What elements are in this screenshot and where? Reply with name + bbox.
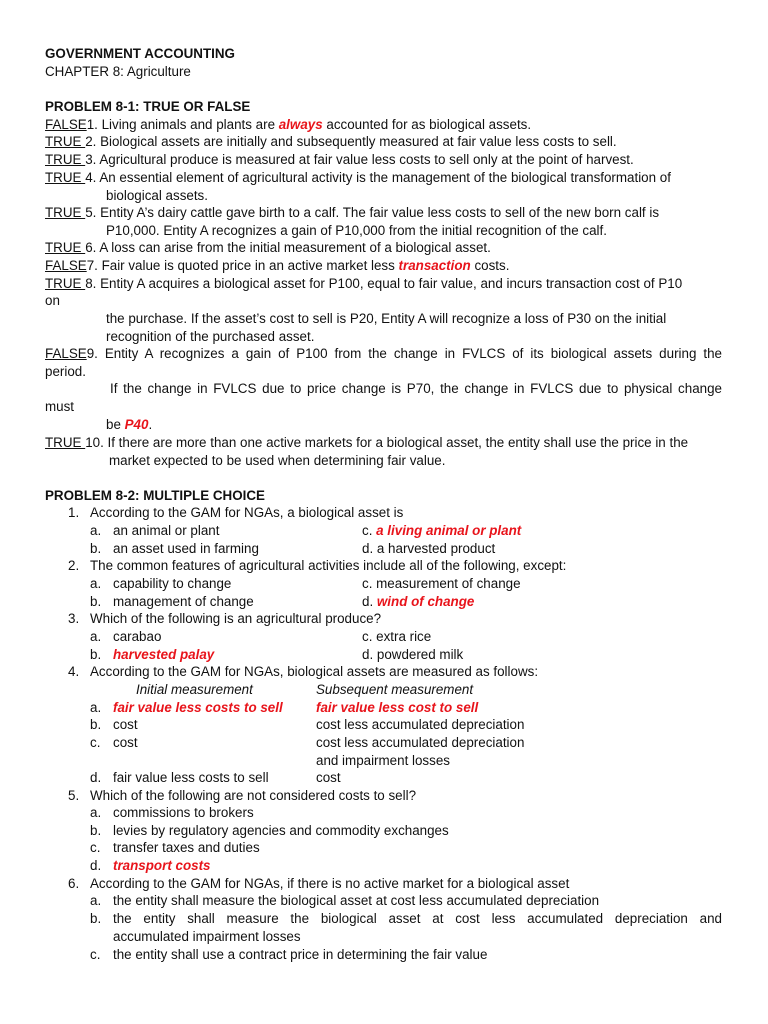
q1-option-d: d. a harvested product (362, 541, 496, 556)
q5-option-c: transfer taxes and duties (113, 840, 260, 855)
statement: 7. Fair value is quoted price in an active market less (86, 258, 399, 273)
option-label: c. (90, 840, 101, 855)
q4-option-b-initial: cost (113, 717, 138, 732)
q1-option-c (362, 522, 521, 539)
q1-option-a: an animal or plant (113, 523, 220, 538)
q5-option-b: levies by regulatory agencies and commodity exchanges (113, 823, 449, 838)
statement: be (106, 417, 125, 432)
option-label: c. (90, 735, 101, 750)
q6-option-b-cont: accumulated impairment losses (113, 929, 301, 944)
statement: 6. A loss can arise from the initial measurement of a biological asset. (85, 240, 491, 255)
tf-item-8-cont2: recognition of the purchased asset. (106, 329, 315, 344)
tf-item-9-cont: If the change in FVLCS due to price change is P70, the change in FVLCS due to physical change (110, 381, 722, 396)
question-4: According to the GAM for NGAs, biological assets are measured as follows: (90, 664, 539, 679)
option-label: a. (90, 576, 102, 591)
q3-option-c: c. extra rice (362, 629, 432, 644)
emphasis: always (278, 117, 323, 132)
statement-end: . (148, 417, 153, 432)
statement: 3. Agricultural produce is measured at fair value less costs to sell only at the point of harvest. (85, 152, 634, 167)
q4-option-d-initial: fair value less costs to sell (113, 770, 269, 785)
question-number: 4. (68, 664, 80, 679)
question-number: 2. (68, 558, 80, 573)
q6-option-a: the entity shall measure the biological asset at cost less accumulated depreciation (113, 893, 600, 908)
tf-item-10-cont: market expected to be used when determining fair value. (109, 453, 446, 468)
question-1: According to the GAM for NGAs, a biological asset is (90, 505, 404, 520)
answer: FALSE (45, 117, 87, 132)
tf-item-8-wrap: on (45, 293, 60, 308)
tf-item-9-wrap: period. (45, 364, 86, 379)
q4-option-a-initial-correct: fair value less costs to sell (113, 700, 283, 715)
q4-option-c-subsequent-cont: and impairment losses (316, 753, 450, 768)
q2-option-d (362, 593, 474, 610)
answer: FALSE (45, 346, 87, 361)
answer: TRUE (45, 276, 86, 291)
q3-option-d: d. powdered milk (362, 647, 464, 662)
option-label: a. (90, 700, 102, 715)
statement: 4. An essential element of agricultural activity is the management of the biological transformation of (85, 170, 671, 185)
statement: 5. Entity A’s dairy cattle gave birth to a calf. The fair value less costs to sell of the new born calf is (85, 205, 660, 220)
q3-option-a: carabao (113, 629, 162, 644)
statement: 2. Biological assets are initially and subsequently measured at fair value less costs to sell. (85, 134, 617, 149)
q3-option-b-correct: harvested palay (113, 647, 215, 662)
statement: 1. Living animals and plants are (86, 117, 279, 132)
q2-option-b: management of change (113, 594, 254, 609)
column-header-initial: Initial measurement (136, 682, 253, 697)
option-label: c. (362, 523, 377, 538)
statement: 9. Entity A recognizes a gain of P100 from the change in FVLCS of its biological assets during the (86, 346, 722, 361)
question-6: According to the GAM for NGAs, if there is no active market for a biological asset (90, 876, 570, 891)
question-number: 3. (68, 611, 80, 626)
tf-item-4 (45, 169, 671, 186)
q4-option-c-initial: cost (113, 735, 138, 750)
option-label: a. (90, 805, 102, 820)
option-label: b. (90, 647, 102, 662)
correct-answer: a living animal or plant (376, 523, 522, 538)
q4-option-d-subsequent: cost (316, 770, 341, 785)
tf-item-9-answer-line (106, 416, 152, 433)
q4-option-c-subsequent: cost less accumulated depreciation (316, 735, 525, 750)
answer: TRUE (45, 170, 86, 185)
doc-title: GOVERNMENT ACCOUNTING (45, 46, 235, 61)
answer: FALSE (45, 258, 87, 273)
tf-item-8 (45, 275, 682, 292)
tf-item-3 (45, 151, 634, 168)
q2-option-c: c. measurement of change (362, 576, 521, 591)
statement: 8. Entity A acquires a biological asset for P100, equal to fair value, and incurs transaction cost of P10 (85, 276, 683, 291)
option-label: d. (90, 770, 102, 785)
question-5: Which of the following are not considered costs to sell? (90, 788, 417, 803)
tf-item-5-cont: P10,000. Entity A recognizes a gain of P10,000 from the initial recognition of the calf. (106, 223, 607, 238)
emphasis: transaction (398, 258, 471, 273)
correct-answer: wind of change (376, 594, 475, 609)
tf-item-9-wrap2: must (45, 399, 75, 414)
statement-end: accounted for as biological assets. (322, 117, 532, 132)
tf-item-8-cont: the purchase. If the asset’s cost to sell is P20, Entity A will recognize a loss of P30 on the initial (106, 311, 667, 326)
tf-item-1 (45, 116, 531, 133)
q5-option-a: commissions to brokers (113, 805, 254, 820)
question-number: 5. (68, 788, 80, 803)
answer: TRUE (45, 205, 86, 220)
answer: TRUE (45, 134, 86, 149)
answer: TRUE (45, 152, 86, 167)
answer: TRUE (45, 240, 86, 255)
chapter-title: CHAPTER 8: Agriculture (45, 64, 191, 79)
option-label: b. (90, 594, 102, 609)
statement: 10. If there are more than one active markets for a biological asset, the entity shall use the price in the (85, 435, 689, 450)
tf-item-9 (45, 345, 722, 362)
question-2: The common features of agricultural activities include all of the following, except: (90, 558, 567, 573)
question-number: 1. (68, 505, 80, 520)
option-label: a. (90, 523, 102, 538)
option-label: d. (362, 594, 377, 609)
option-label: c. (90, 947, 101, 962)
q1-option-b: an asset used in farming (113, 541, 259, 556)
option-label: a. (90, 893, 102, 908)
problem-8-2-heading: PROBLEM 8-2: MULTIPLE CHOICE (45, 488, 265, 503)
option-label: b. (90, 717, 102, 732)
q4-option-a-subsequent-correct: fair value less cost to sell (316, 700, 479, 715)
problem-8-1-heading: PROBLEM 8-1: TRUE OR FALSE (45, 99, 251, 114)
emphasis: P40 (124, 417, 149, 432)
statement-end: costs. (470, 258, 510, 273)
q2-option-a: capability to change (113, 576, 232, 591)
tf-item-7 (45, 257, 509, 274)
option-label: b. (90, 823, 102, 838)
q5-option-d-correct: transport costs (113, 858, 211, 873)
option-label: b. (90, 911, 102, 926)
question-3: Which of the following is an agricultural produce? (90, 611, 382, 626)
column-header-subsequent: Subsequent measurement (316, 682, 474, 697)
tf-item-2 (45, 133, 617, 150)
q6-option-b: the entity shall measure the biological asset at cost less accumulated depreciation and (113, 911, 722, 926)
answer: TRUE (45, 435, 86, 450)
q4-option-b-subsequent: cost less accumulated depreciation (316, 717, 525, 732)
option-label: d. (90, 858, 102, 873)
tf-item-5 (45, 204, 659, 221)
q6-option-c: the entity shall use a contract price in determining the fair value (113, 947, 488, 962)
tf-item-4-cont: biological assets. (106, 188, 208, 203)
question-number: 6. (68, 876, 80, 891)
tf-item-10 (45, 434, 688, 451)
tf-item-6 (45, 239, 491, 256)
option-label: b. (90, 541, 102, 556)
option-label: a. (90, 629, 102, 644)
